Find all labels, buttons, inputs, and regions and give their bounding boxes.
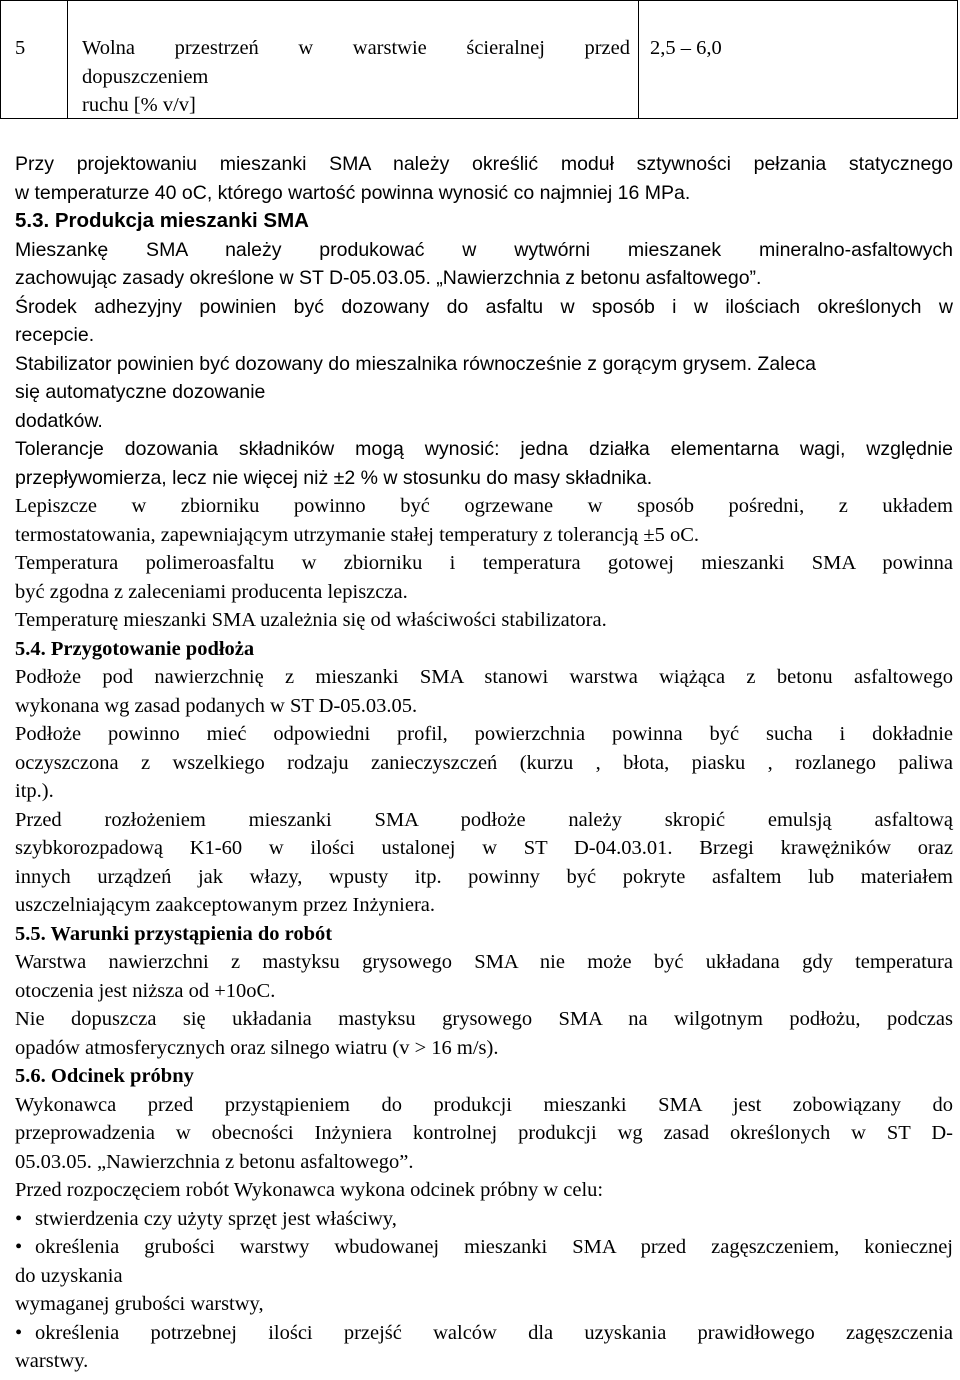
table-column-divider [638,0,639,119]
paragraph-line: oczyszczona z wszelkiego rodzaju zanieczyszczeń (kurzu , błota, piasku , rozlanego paliwa [15,751,953,774]
paragraph-line: itp.). [15,780,54,802]
paragraph-line: warstwy. [15,1350,89,1372]
list-item: • stwierdzenia czy użyty sprzęt jest właściwy, [15,1205,953,1234]
table-row-number: 5 [15,37,26,59]
table-row-description: Wolna przestrzeń w warstwie ścieralnej przed dopuszczeniem ruchu [% v/v] [82,37,630,116]
paragraph-line: być zgodna z zaleceniami producenta lepiszcza. [15,580,408,603]
paragraph-line: otoczenia jest niższa od +10oC. [15,979,276,1002]
paragraph-line: Przed rozpoczęciem robót Wykonawca wykona odcinek próbny w celu: [15,1179,604,1201]
paragraph-line: dodatków. [15,409,103,432]
paragraph-line: Tolerancje dozowania składników mogą wynosić: jedna działka elementarna wagi, względnie [15,438,953,460]
paragraph-line: Środek adhezyjny powinien być dozowany do asfaltu w sposób i w ilościach określonych w [15,295,953,318]
intro-line: w temperaturze 40 oC, którego wartość powinna wynosić co najmniej 16 MPa. [15,181,691,204]
paragraph-line: Lepiszcze w zbiorniku powinno być ogrzewane w sposób pośredni, z układem [15,495,953,517]
paragraph-line: szybkorozpadową K1-60 w ilości ustalonej w ST D-04.03.01. Brzegi krawężników oraz [15,837,953,859]
paragraph-line: Podłoże pod nawierzchnię z mieszanki SMA stanowi warstwa wiążąca z betonu asfaltowego [15,666,953,688]
section-heading-5-5: 5.5. Warunki przystąpienia do robót [15,922,333,945]
bullet-icon: • [15,1321,23,1344]
paragraph-line: wykonana wg zasad podanych w ST D-05.03.05. [15,694,418,717]
paragraph-line: Temperatura polimeroasfaltu w zbiorniku i temperatura gotowej mieszanki SMA powinna [15,552,953,574]
paragraph-line: Warstwa nawierzchni z mastyksu grysowego SMA nie może być układana gdy temperatura [15,951,953,973]
paragraph-line: Mieszankę SMA należy produkować w wytwórni mieszanek mineralno-asfaltowych [15,238,953,261]
paragraph-line: Przed rozłożeniem mieszanki SMA podłoże należy skropić emulsją asfaltową [15,808,953,831]
table-column-divider [67,0,68,119]
paragraph-line: innych urządzeń jak włazy, wpusty itp. powinny być pokryte asfaltem lub materiałem [15,865,953,888]
paragraph-line: zachowując zasady określone w ST D-05.03.05. „Nawierzchnia z betonu asfaltowego”. [15,267,762,289]
paragraph-line: Nie dopuszcza się układania mastyksu grysowego SMA na wilgotnym podłożu, podczas [15,1008,953,1030]
paragraph-line: uszczelniającym zaakceptowanym przez Inżyniera. [15,894,436,916]
paragraph-line: wymaganej grubości warstwy, [15,1293,264,1315]
paragraph-line: opadów atmosferycznych oraz silnego wiatru (v > 16 m/s). [15,1036,499,1059]
bullet-icon: • [15,1236,23,1258]
paragraph-line: Podłoże powinno mieć odpowiedni profil, powierzchnia powinna być sucha i dokładnie [15,723,953,745]
paragraph-line: Temperaturę mieszanki SMA uzależnia się od właściwości stabilizatora. [15,609,607,631]
paragraph-line: termostatowania, zapewniającym utrzymanie stałej temperatury z tolerancją ±5 oC. [15,523,700,546]
list-item: • określenia grubości warstwy wbudowanej mieszanki SMA przed zagęszczeniem, koniecznej [15,1233,953,1262]
paragraph-line: Wykonawca przed przystąpieniem do produkcji mieszanki SMA jest zobowiązany do [15,1093,953,1116]
paragraph-line: przepływomierza, lecz nie więcej niż ±2 % w stosunku do masy składnika. [15,466,653,489]
section-heading-5-4: 5.4. Przygotowanie podłoża [15,637,255,660]
section-heading-5-6: 5.6. Odcinek próbny [15,1065,194,1087]
paragraph-line: 05.03.05. „Nawierzchnia z betonu asfaltowego”. [15,1150,414,1173]
paragraph-line: się automatyczne dozowanie [15,381,266,403]
table-left-border [0,0,1,119]
paragraph-line: do uzyskania [15,1264,123,1287]
table-row-value: 2,5 – 6,0 [650,37,722,59]
list-item: • określenia potrzebnej ilości przejść walców dla uzyskania prawidłowego zagęszczenia [15,1319,953,1348]
bullet-icon: • [15,1207,23,1230]
parameter-table [0,0,960,119]
paragraph-line: recepcie. [15,324,95,346]
paragraph-line: przeprowadzenia w obecności Inżyniera kontrolnej produkcji wg zasad określonych w ST D- [15,1122,953,1144]
table-right-border [957,0,958,119]
paragraph-line: Stabilizator powinien być dozowany do mieszalnika równocześnie z gorącym grysem. Zaleca [15,352,816,375]
intro-line: Przy projektowaniu mieszanki SMA należy określić moduł sztywności pełzania statycznego [15,153,953,175]
document-body [15,150,953,1376]
table-top-border [0,0,958,1]
section-heading-5-3: 5.3. Produkcja mieszanki SMA [15,209,309,232]
